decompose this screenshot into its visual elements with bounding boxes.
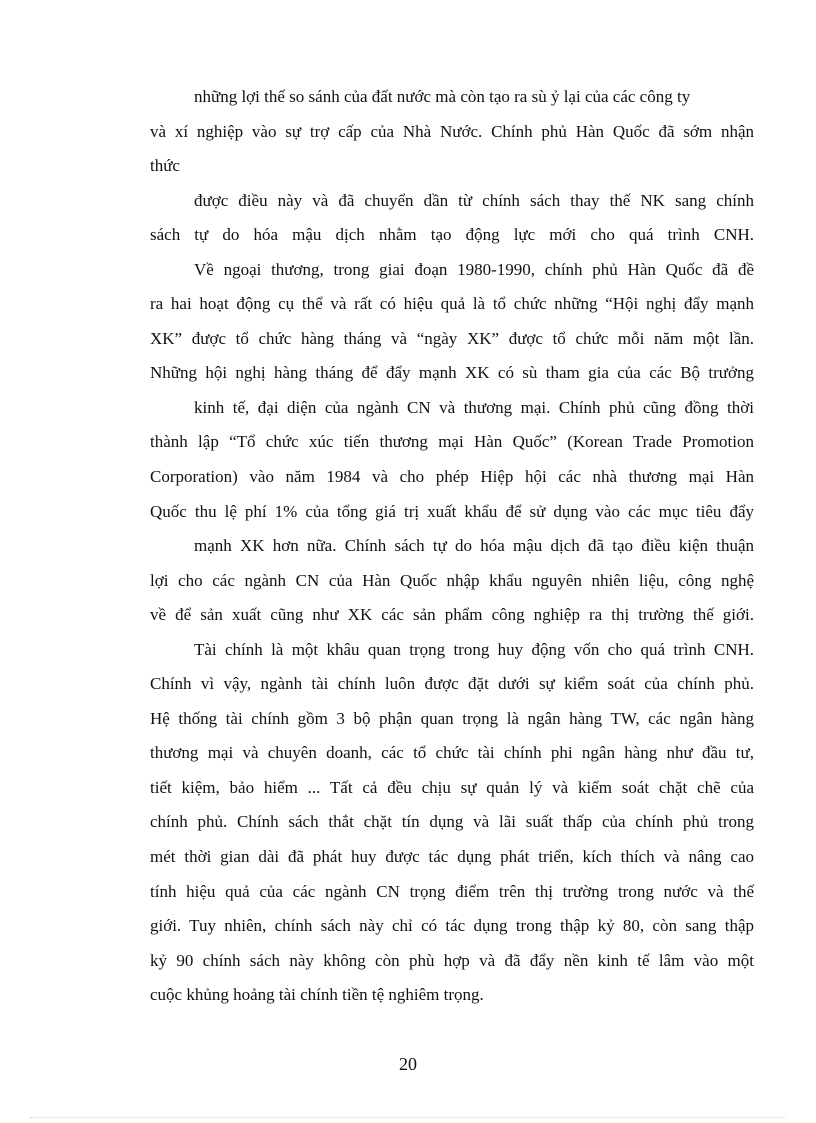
text-line-1: những lợi thế so sánh của đất nước mà còn tạo ra sù ỷ lại của các công ty: [194, 87, 691, 106]
text-line-4: được điều này và đã chuyển dần từ chính sách thay thế NK sang chính: [194, 190, 754, 210]
text-line-24: tính hiệu quả của các ngành CN trọng điểm trên thị trường trong nước và thế: [150, 881, 754, 901]
text-line-10: kinh tế, đại diện của ngành CN và thương mại. Chính phủ cũng đồng thời: [194, 397, 754, 417]
text-line-13: Quốc thu lệ phí 1% của tổng giá trị xuất khẩu để sử dụng vào các mục tiêu đẩy: [150, 501, 754, 521]
text-line-21: tiết kiệm, bảo hiểm ... Tất cả đều chịu sự quản lý và kiểm soát chặt chẽ của: [150, 777, 754, 797]
text-line-12: Corporation) vào năm 1984 và cho phép Hiệp hội các nhà thương mại Hàn: [150, 467, 754, 487]
text-line-15: lợi cho các ngành CN của Hàn Quốc nhập khẩu nguyên nhiên liệu, công nghệ: [150, 570, 754, 590]
text-line-27: cuộc khủng hoảng tài chính tiền tệ nghiêm trọng.: [150, 985, 484, 1005]
text-line-8: XK” được tổ chức hàng tháng và “ngày XK” được tổ chức mỗi năm một lần.: [150, 328, 754, 348]
text-line-6: Về ngoại thương, trong giai đoạn 1980-1990, chính phủ Hàn Quốc đã đề: [194, 259, 754, 279]
body-text: [150, 80, 754, 1013]
text-line-11: thành lập “Tổ chức xúc tiến thương mại Hàn Quốc” (Korean Trade Promotion: [150, 432, 754, 452]
page-number: 20: [399, 1054, 417, 1074]
text-line-18: Chính vì vậy, ngành tài chính luôn được đặt dưới sự kiểm soát của chính phủ.: [150, 674, 754, 694]
page-bottom-divider: [30, 1117, 786, 1118]
text-line-2: và xí nghiệp vào sự trợ cấp của Nhà Nước. Chính phủ Hàn Quốc đã sớm nhận: [150, 121, 754, 141]
text-line-19: Hệ thống tài chính gồm 3 bộ phận quan trọng là ngân hàng TW, các ngân hàng: [150, 708, 754, 728]
text-line-20: thương mại và chuyên doanh, các tổ chức tài chính phi ngân hàng như đầu tư,: [150, 743, 754, 763]
text-line-22: chính phủ. Chính sách thắt chặt tín dụng và lãi suất thấp của chính phủ trong: [150, 812, 754, 832]
text-line-17: Tài chính là một khâu quan trọng trong huy động vốn cho quá trình CNH.: [194, 639, 754, 659]
text-line-14: mạnh XK hơn nữa. Chính sách tự do hóa mậu dịch đã tạo điều kiện thuận: [194, 536, 754, 556]
text-line-16: về để sản xuất cũng như XK các sản phẩm công nghiệp ra thị trường thế giới.: [150, 605, 754, 625]
text-line-23: mét thời gian dài đã phát huy được tác dụng phát triển, kích thích và nâng cao: [150, 847, 754, 867]
text-line-9: Những hội nghị hàng tháng để đẩy mạnh XK có sù tham gia của các Bộ trưởng: [150, 363, 754, 383]
text-line-3: thức: [150, 156, 180, 176]
text-line-25: giới. Tuy nhiên, chính sách này chỉ có tác dụng trong thập kỷ 80, còn sang thập: [150, 916, 754, 936]
text-line-26: kỷ 90 chính sách này không còn phù hợp và đã đẩy nền kinh tế lâm vào một: [150, 950, 754, 970]
text-line-7: ra hai hoạt động cụ thể và rất có hiệu quả là tổ chức những “Hội nghị đẩy mạnh: [150, 294, 754, 314]
text-line-5: sách tự do hóa mậu dịch nhằm tạo động lực mới cho quá trình CNH.: [150, 225, 754, 245]
